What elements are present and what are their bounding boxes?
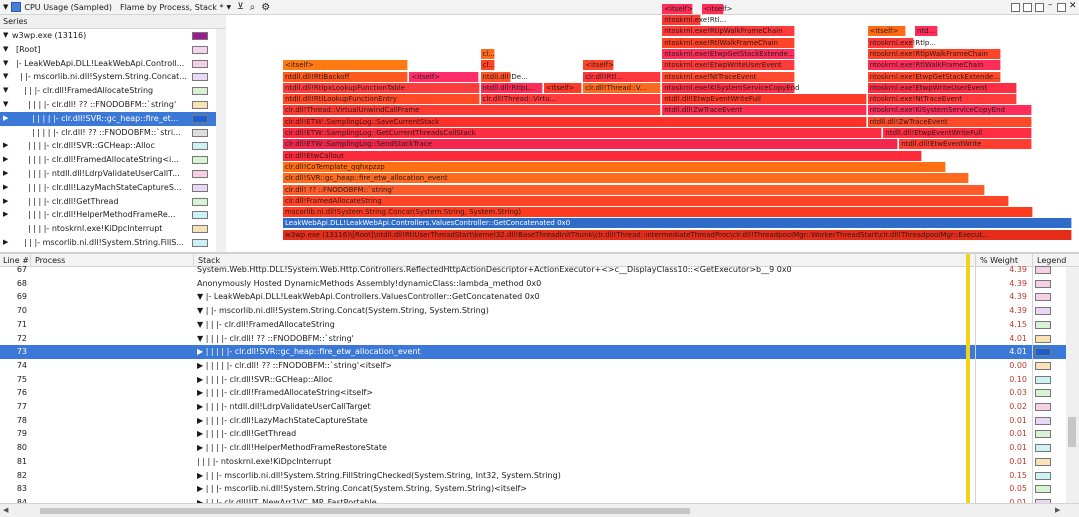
series-row[interactable]	[0, 167, 225, 181]
flame-frame[interactable]: ntdll.dll!ZwTraceEvent	[868, 117, 1033, 127]
line-number: 82	[16, 470, 27, 480]
table-row[interactable]	[0, 386, 1079, 400]
table-row[interactable]	[0, 427, 1079, 441]
series-label: | | | |- clr.dll!GetThread	[28, 196, 119, 206]
legend-swatch[interactable]	[1035, 376, 1051, 384]
series-list	[0, 29, 226, 252]
flame-frame[interactable]: clr.dll! ?? ::FNODOBFM::`string'	[283, 185, 985, 195]
legend-swatch[interactable]	[1035, 472, 1051, 480]
series-label: | | | | |- clr.dll! ?? ::FNODOBFM::`stri...	[32, 127, 181, 137]
legend-swatch[interactable]	[1035, 335, 1051, 343]
column-weight[interactable]: % Weight	[980, 256, 1019, 265]
series-label: | | | |- clr.dll!SVR::GCHeap::Alloc	[28, 141, 155, 151]
legend-swatch[interactable]	[1035, 307, 1051, 315]
gear-icon: ⚙	[261, 1, 271, 13]
flame-frame[interactable]: ntdll.dll!De...	[482, 72, 528, 81]
line-number: 72	[16, 333, 27, 343]
line-number: 78	[16, 415, 27, 425]
stack-cell: Anonymously Hosted DynamicMethods Assembly!dynamicClass::lambda_method 0x0	[197, 278, 542, 288]
graph-view-icon[interactable]	[1011, 3, 1020, 12]
expand-right-icon[interactable]: ▶	[3, 196, 9, 205]
legend-swatch[interactable]	[1035, 266, 1051, 274]
series-color-swatch[interactable]	[192, 142, 208, 150]
chevron-down-icon: ▼	[226, 3, 232, 11]
search-button[interactable]	[247, 0, 259, 15]
flame-frame[interactable]: ntoskrnl.exe!KiSystemServiceCopyEnd	[664, 83, 800, 92]
stack-table	[0, 267, 1079, 503]
line-number: 74	[16, 360, 27, 370]
column-legend[interactable]: Legend	[1037, 256, 1067, 265]
flame-frame[interactable]: <itself>	[664, 4, 693, 13]
column-stack[interactable]: Stack	[198, 256, 221, 265]
flame-frame[interactable]: cl...	[482, 61, 495, 70]
table-row[interactable]	[0, 469, 1079, 483]
flame-frame[interactable]: <itself>	[283, 60, 408, 70]
series-color-swatch[interactable]	[192, 211, 208, 219]
stack-cell: ▼ |- LeakWebApi.DLL!LeakWebApi.Controllers.ValuesController::GetConcatenated 0x0	[197, 292, 540, 302]
line-number: 83	[16, 484, 27, 494]
flame-frame[interactable]: <itself>	[703, 4, 733, 13]
table-row[interactable]	[0, 400, 1079, 414]
flame-frame[interactable]: <itself>	[409, 72, 479, 82]
flame-frame[interactable]: clr.dll!EtwCallout	[283, 151, 922, 161]
weight-cell: 4.39	[1009, 292, 1027, 302]
series-row[interactable]	[0, 98, 225, 112]
flame-frame[interactable]: ntoskrnl.exe!EtwpWriteUserEvent	[868, 83, 1017, 93]
aggregation-bar[interactable]	[966, 254, 970, 503]
expand-right-icon[interactable]: ▶	[3, 168, 9, 177]
stack-cell: ▼ | | | |- clr.dll! ?? ::FNODOBFM::`string'	[197, 333, 354, 343]
table-row[interactable]	[0, 263, 1079, 277]
flame-frame[interactable]: <itself>	[585, 61, 614, 70]
stack-cell: ▶ | | | | |- clr.dll! ?? ::FNODOBFM::`string'<itself>	[197, 360, 392, 370]
flame-frame[interactable]: LeakWebApi.DLL!LeakWebApi.Controllers.ValuesController::GetConcatenated 0x0	[283, 218, 1072, 228]
table-row[interactable]	[0, 304, 1079, 318]
table-row[interactable]	[0, 441, 1079, 455]
flame-frame[interactable]: clr.dll!CoTemplate_qqhxpzzp	[283, 162, 946, 172]
series-row[interactable]	[0, 29, 225, 43]
split-view-icon[interactable]	[1035, 3, 1044, 12]
expand-down-icon[interactable]: ▼	[3, 72, 9, 81]
series-color-swatch[interactable]	[192, 225, 208, 233]
flame-frame[interactable]: <itself>	[544, 83, 583, 93]
series-header: Series	[0, 15, 226, 29]
line-number: 71	[16, 319, 27, 329]
flame-frame[interactable]: ntoskrnl.exe!EtwpGetStackExtende...	[664, 49, 795, 58]
legend-swatch[interactable]	[1035, 321, 1051, 329]
series-color-swatch[interactable]	[192, 87, 208, 95]
graph-title-menu[interactable]	[0, 0, 115, 15]
weight-cell: 0.01	[1009, 415, 1027, 425]
flame-frame[interactable]: cl...	[482, 49, 495, 58]
stack-cell: ▼ | |- mscorlib.ni.dll!System.String.Concat(System.String, System.String)	[197, 306, 489, 316]
flame-frame[interactable]: clr.dll!ETW::SamplingLog::GetCurrentThreadsCallStack	[283, 128, 882, 138]
expand-down-icon[interactable]: ▼	[3, 58, 9, 67]
table-horizontal-scrollbar[interactable]	[0, 503, 1079, 517]
table-row[interactable]	[0, 482, 1079, 496]
expand-right-icon[interactable]: ▶	[3, 155, 9, 164]
stack-cell: System.Web.Http.DLL!System.Web.Http.Controllers.ReflectedHttpActionDescriptor+ActionExecutor+<>c__DisplayClass10::<GetExecutor>b__9 0x0	[197, 265, 792, 274]
table-row[interactable]	[0, 318, 1079, 332]
series-label: | | |- mscorlib.ni.dll!System.String.FillS...	[24, 237, 184, 247]
expand-right-icon[interactable]: ▶	[3, 210, 9, 219]
table-row[interactable]	[0, 373, 1079, 387]
series-color-swatch[interactable]	[192, 170, 208, 178]
column-separator	[975, 254, 976, 503]
series-color-swatch[interactable]	[192, 115, 208, 123]
scroll-left-icon[interactable]: ◀	[3, 506, 9, 514]
series-color-swatch[interactable]	[192, 184, 208, 192]
weight-cell: 0.15	[1009, 470, 1027, 480]
series-row[interactable]	[0, 70, 225, 84]
flame-frame[interactable]: clr.dll!ETW::SamplingLog::SendStackTrace	[283, 139, 898, 149]
series-row[interactable]	[0, 57, 225, 71]
legend-swatch[interactable]	[1035, 485, 1051, 493]
stack-cell: ▶ | | | |- clr.dll!SVR::GCHeap::Alloc	[197, 374, 333, 384]
expand-right-icon[interactable]: ▶	[3, 141, 9, 150]
series-label: | | | |- clr.dll!HelperMethodFrameRe...	[28, 210, 176, 220]
line-number: 68	[16, 278, 27, 288]
stack-cell: ▶ | | |- mscorlib.ni.dll!System.String.Concat(System.String, System.String)<itself>	[197, 484, 527, 494]
flame-frame[interactable]: clr.dll!Thread::V...	[583, 83, 661, 93]
stack-cell: ▶ | | | |- clr.dll!HelperMethodFrameRestoreState	[197, 443, 387, 453]
series-color-swatch[interactable]	[192, 156, 208, 164]
flame-graph[interactable]	[227, 4, 1079, 252]
series-row[interactable]	[0, 208, 225, 222]
scrollbar-thumb[interactable]	[40, 508, 690, 514]
preset-label: Flame by Process, Stack *	[119, 2, 224, 12]
series-row[interactable]	[0, 195, 225, 209]
stack-cell: | | | |- ntoskrnl.exe!KiDpcInterrupt	[197, 456, 332, 466]
flame-frame[interactable]: ntoskrnl.exe!EtwpGetStackExtende...	[869, 72, 1001, 81]
table-row[interactable]	[0, 359, 1079, 373]
line-number: 69	[16, 292, 27, 302]
column-separator	[1032, 254, 1033, 503]
flame-frame[interactable]: ntdll.dll!RtlLookupFunctionEntry	[283, 94, 480, 104]
flame-frame[interactable]: ntoskrnl.exe!Rtl...	[664, 16, 727, 24]
table-row[interactable]	[0, 290, 1079, 304]
series-row[interactable]	[0, 126, 225, 140]
expand-right-icon[interactable]: ▶	[3, 182, 9, 191]
line-number: 81	[16, 456, 27, 466]
line-number: 76	[16, 388, 27, 398]
series-row[interactable]	[0, 181, 225, 195]
table-row[interactable]	[0, 345, 1079, 359]
stack-cell: ▶ | | | |- clr.dll!LazyMachStateCaptureState	[197, 415, 368, 425]
flame-frame[interactable]: mscorlib.ni.dll!System.String.Concat(System.String, System.String)	[283, 207, 1033, 217]
close-icon[interactable]: ✕	[1069, 1, 1077, 11]
table-row[interactable]	[0, 332, 1079, 346]
legend-swatch[interactable]	[1035, 293, 1051, 301]
series-label: [Root]	[16, 44, 41, 54]
series-label: w3wp.exe (13116)	[12, 31, 87, 40]
column-process[interactable]: Process	[35, 256, 66, 265]
filter-icon: ⊻	[237, 2, 244, 12]
weight-cell: 0.01	[1009, 456, 1027, 466]
collapse-triangle-icon: ▼	[3, 3, 9, 11]
expand-down-icon[interactable]: ▼	[3, 99, 9, 108]
expand-down-icon[interactable]: ▼	[3, 86, 9, 95]
minimize-icon[interactable]: –	[1048, 0, 1053, 10]
expand-down-icon[interactable]: ▼	[3, 44, 9, 53]
flame-frame[interactable]: ntoskrnl.exe!KiSystemServiceCopyEnd	[868, 105, 1033, 115]
expand-right-icon[interactable]: ▶	[3, 237, 9, 246]
weight-cell: 0.01	[1009, 429, 1027, 439]
series-color-swatch[interactable]	[192, 239, 208, 247]
line-number: 77	[16, 402, 27, 411]
series-color-swatch[interactable]	[192, 198, 208, 206]
flame-frame[interactable]: ntdll.dll!RtlpxLookupFunctionTable	[283, 83, 480, 93]
stack-cell: ▼ | | |- clr.dll!FramedAllocateString	[197, 319, 335, 329]
series-row[interactable]	[0, 84, 225, 98]
series-label: | | | |- ntoskrnl.exe!KiDpcInterrupt	[28, 224, 163, 234]
table-row[interactable]	[0, 414, 1079, 428]
series-row[interactable]	[0, 236, 225, 250]
filter-button[interactable]	[234, 0, 247, 15]
graph-title: CPU Usage (Sampled)	[24, 2, 112, 12]
legend-swatch[interactable]	[1035, 444, 1051, 452]
flame-frame[interactable]: clr.dll!Rtl...	[583, 72, 661, 82]
flame-frame[interactable]: ntdll.dll!EtwpEventWriteFull	[883, 128, 1032, 138]
flame-frame[interactable]: clr.dll!ETW::SamplingLog::SaveCurrentStack	[283, 117, 867, 127]
flame-frame[interactable]: clr.dll!FramedAllocateString	[283, 196, 1009, 206]
legend-swatch[interactable]	[1035, 280, 1051, 288]
weight-cell: 0.01	[1009, 443, 1027, 453]
series-label: | | | |- clr.dll!FramedAllocateString<i...	[28, 155, 179, 165]
series-color-swatch[interactable]	[192, 73, 208, 81]
settings-button[interactable]	[258, 0, 273, 15]
weight-cell: 0.00	[1009, 360, 1027, 370]
series-color-swatch[interactable]	[192, 60, 208, 68]
scroll-right-icon[interactable]: ▶	[1055, 506, 1061, 514]
cpu-graph-icon	[11, 2, 21, 12]
flame-frame[interactable]: clr.dll!Thread::VirtualUnwindCallFrame	[283, 105, 661, 115]
scrollbar-thumb[interactable]	[1068, 417, 1076, 447]
series-label: | | |- clr.dll!FramedAllocateString	[24, 86, 154, 96]
legend-swatch[interactable]	[1035, 417, 1051, 425]
maximize-icon[interactable]	[1057, 3, 1066, 12]
table-vertical-scrollbar[interactable]	[1066, 267, 1079, 503]
legend-swatch[interactable]	[1035, 458, 1051, 466]
line-number: 67	[16, 265, 27, 274]
weight-cell: 0.05	[1009, 484, 1027, 494]
line-number: 80	[16, 443, 27, 453]
table-row[interactable]	[0, 277, 1079, 291]
line-number: 75	[16, 374, 27, 384]
flame-frame[interactable]: ntoskrnl.exe!NtTraceEvent	[662, 72, 795, 82]
weight-cell: 0.10	[1009, 374, 1027, 384]
weight-cell: 4.01	[1009, 347, 1027, 357]
preset-dropdown[interactable]	[117, 0, 234, 15]
flame-frame[interactable]: ntoskrnl.exe!RtlpWalkFrameChain	[662, 26, 795, 36]
legend-swatch[interactable]	[1035, 362, 1051, 370]
line-number: 79	[16, 429, 27, 439]
weight-cell: 4.15	[1009, 319, 1027, 329]
series-color-swatch[interactable]	[192, 32, 208, 40]
flame-frame[interactable]: ntdll.dll!RtlpL...	[481, 83, 543, 93]
series-row[interactable]	[0, 43, 225, 57]
weight-cell: 4.39	[1009, 306, 1027, 316]
flame-frame[interactable]: ntd...	[915, 26, 938, 36]
series-label: | | | |- clr.dll! ?? ::FNODOBFM::`string'	[28, 99, 177, 109]
toolbar	[0, 0, 1079, 15]
flame-frame[interactable]: ntoskrnl.exe!EtwpWriteUserEvent	[662, 60, 795, 70]
legend-swatch[interactable]	[1035, 430, 1051, 438]
stack-cell: ▶ | | | |- ntdll.dll!LdrpValidateUserCallTarget	[197, 402, 371, 411]
series-row[interactable]	[0, 112, 225, 126]
stack-cell: ▶ | | | |- clr.dll!FramedAllocateString<itself>	[197, 388, 373, 398]
stack-cell: ▶ | | | | |- clr.dll!SVR::gc_heap::fire_etw_allocation_event	[197, 347, 421, 357]
flame-frame[interactable]: clr.dll!SVR::gc_heap::fire_etw_allocation_event	[283, 173, 969, 183]
stack-cell: ▶ | | |- mscorlib.ni.dll!System.String.FillStringChecked(System.String, Int32, System.String)	[197, 470, 561, 480]
weight-cell: 0.02	[1009, 402, 1027, 411]
table-row[interactable]	[0, 455, 1079, 469]
legend-swatch[interactable]	[1035, 389, 1051, 397]
series-label: | | | |- ntdll.dll!LdrpValidateUserCallT...	[28, 168, 180, 178]
flame-frame[interactable]: <itself>	[868, 26, 907, 36]
expand-right-icon[interactable]: ▶	[3, 113, 9, 122]
flame-frame[interactable]: ntdll.dll!ZwTraceEvent	[662, 105, 866, 115]
weight-cell: 0.03	[1009, 388, 1027, 398]
flame-frame[interactable]: ntoskrnl.exe!RtlWalkFrameChain	[662, 38, 795, 48]
stack-cell: ▶ | | | |- clr.dll!GetThread	[197, 429, 297, 439]
series-color-swatch[interactable]	[192, 129, 208, 137]
weight-cell: 4.01	[1009, 333, 1027, 343]
legend-swatch[interactable]	[1035, 348, 1051, 356]
flame-frame[interactable]: ntdll.dll!EtwpEventWriteFull	[662, 94, 866, 104]
series-label: |- LeakWebApi.DLL!LeakWebApi.Controll...	[16, 58, 185, 68]
weight-cell: 4.39	[1009, 278, 1027, 288]
series-label: | |- mscorlib.ni.dll!System.String.Concat...	[20, 72, 187, 82]
expand-down-icon[interactable]: ▼	[3, 31, 9, 39]
line-number: 70	[16, 306, 27, 316]
series-row[interactable]	[0, 153, 225, 167]
column-line-number[interactable]: Line #	[3, 256, 29, 265]
table-view-icon[interactable]	[1023, 3, 1032, 12]
flame-frame[interactable]: ntoskrnl.exe!RtlWalkFrameChain	[868, 60, 1001, 70]
series-color-swatch[interactable]	[192, 101, 208, 109]
flame-frame[interactable]: ntdll.dll!RtlBackoff	[283, 72, 408, 82]
line-number: 73	[16, 347, 27, 357]
search-icon: ⌕	[249, 1, 256, 13]
flame-frame[interactable]: ntoskrnl.exe!RtlpWalkFrameChain	[868, 49, 1001, 59]
flame-frame[interactable]: ntdll.dll!EtwEventWrite	[899, 139, 1032, 149]
flame-frame[interactable]: ntoskrnl.exe!NtTraceEvent	[868, 94, 1017, 104]
series-row[interactable]	[0, 139, 225, 153]
flame-frame[interactable]: clr.dll!Thread::Virtu...	[481, 94, 662, 104]
flame-frame[interactable]: ntoskrnl.exe!Rtlp...	[869, 38, 937, 47]
series-label: | | | |- clr.dll!LazyMachStateCaptureS...	[28, 182, 182, 192]
series-color-swatch[interactable]	[192, 46, 208, 54]
series-row[interactable]	[0, 222, 225, 236]
legend-swatch[interactable]	[1035, 403, 1051, 411]
weight-cell: 4.39	[1009, 265, 1027, 274]
series-label: | | | | |- clr.dll!SVR::gc_heap::fire_et...	[32, 113, 179, 123]
flame-frame[interactable]: w3wp.exe (13116)\[Root]\ntdll.dll!RtlUserThreadStart\kernel32.dll!BaseThreadInitThunk\clr.dll!Thread::intermediateThreadProc\clr.dll!ThreadpoolMgr::WorkerThreadStart\clr.dll!ThreadpoolMgr::Execut...	[283, 230, 1072, 240]
series-scrollbar[interactable]	[216, 29, 226, 252]
